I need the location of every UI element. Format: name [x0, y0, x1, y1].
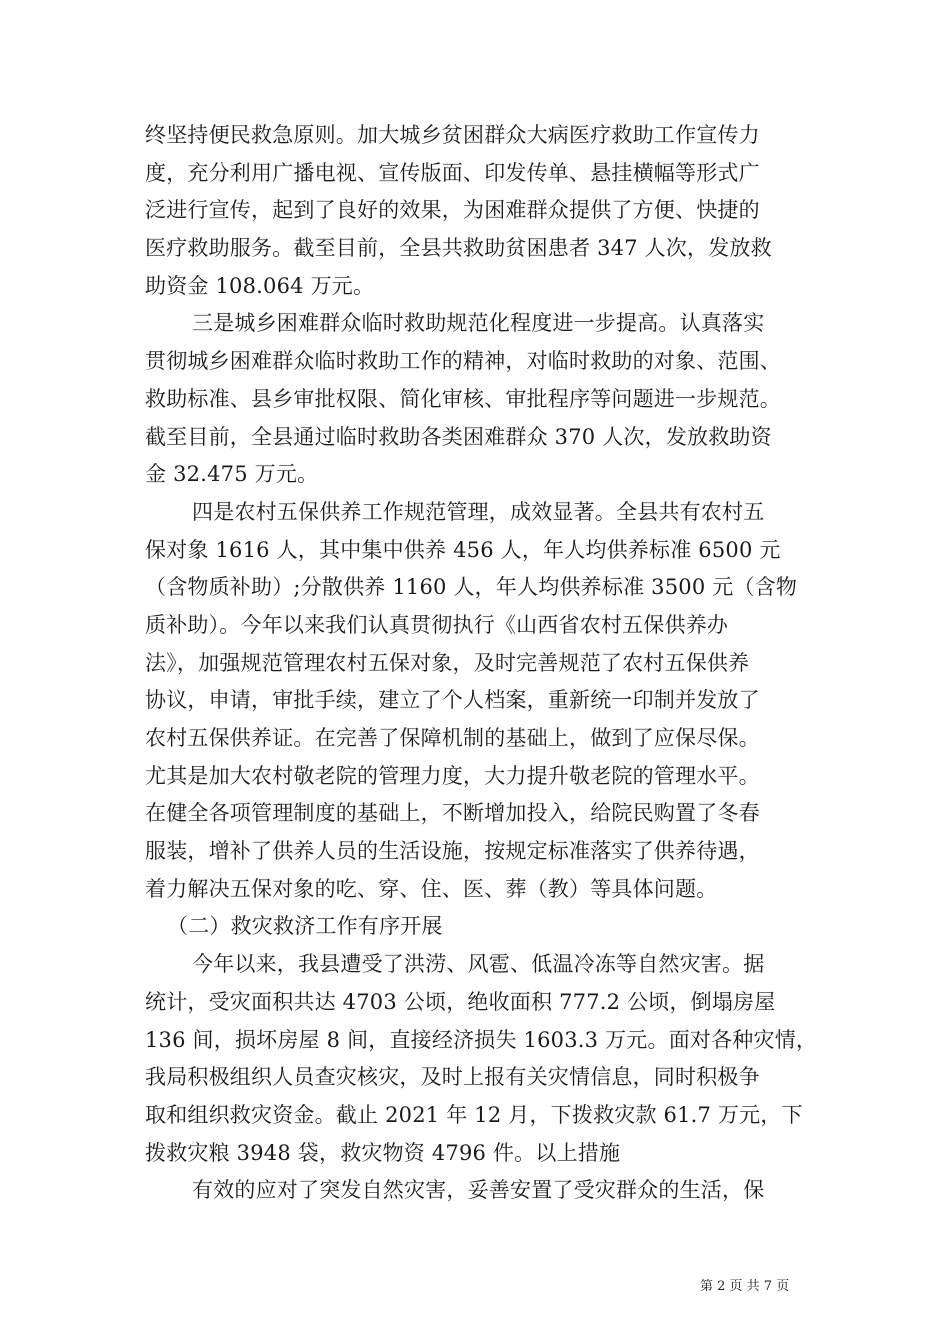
text-line: 农村五保供养证。在完善了保障机制的基础上，做到了应保尽保。	[145, 726, 760, 750]
document-body	[145, 117, 825, 1210]
text-line: 协议，申请，审批手续，建立了个人档案，重新统一印制并发放了	[145, 688, 760, 713]
text-line: 统计，受灾面积共达 4703 公顷，绝收面积 777.2 公顷，倒塌房屋	[145, 989, 776, 1014]
text-line: 136 间，损坏房屋 8 间，直接经济损失 1603.3 万元。面对各种灾情，	[145, 1027, 818, 1052]
text-line: 取和组织救灾资金。截止 2021 年 12 月，下拨救灾款 61.7 万元，下	[145, 1102, 803, 1127]
text-line: 拨救灾粮 3948 袋，救灾物资 4796 件。以上措施	[145, 1140, 621, 1165]
text-line: 贯彻城乡困难群众临时救助工作的精神，对临时救助的对象、范围、	[145, 349, 781, 374]
text-line: 今年以来，我县遭受了洪涝、风雹、低温冷冻等自然灾害。据	[192, 952, 765, 977]
text-line: 医疗救助服务。截至目前，全县共救助贫困患者 347 人次，发放救	[145, 236, 772, 261]
text-line: 质补助）。今年以来我们认真贯彻执行《山西省农村五保供养办	[145, 612, 729, 637]
text-line: 在健全各项管理制度的基础上，不断增加投入，给院民购置了冬春	[145, 801, 760, 826]
text-line: 保对象 1616 人，其中集中供养 456 人，年人均供养标准 6500 元	[145, 537, 781, 562]
text-line: 有效的应对了突发自然灾害，妥善安置了受灾群众的生活，保	[192, 1178, 765, 1203]
text-line: 助资金 108.064 万元。	[145, 273, 375, 298]
text-line: 尤其是加大农村敬老院的管理力度，大力提升敬老院的管理水平。	[145, 763, 760, 788]
page-number-footer: 第 2 页 共 7 页	[700, 1279, 790, 1294]
text-line: 着力解决五保对象的吃、穿、住、医、葬（教）等具体问题。	[145, 876, 718, 901]
text-line: 我局积极组织人员查灾核灾，及时上报有关灾情信息，同时积极争	[145, 1065, 760, 1090]
text-line: 截至目前，全县通过临时救助各类困难群众 370 人次，发放救助资	[145, 424, 772, 449]
section-heading: （二）救灾救济工作有序开展	[167, 914, 443, 939]
text-line: 金 32.475 万元。	[145, 462, 319, 487]
text-line: 四是农村五保供养工作规范管理，成效显著。全县共有农村五	[192, 499, 765, 524]
text-line: 度，充分利用广播电视、宣传版面、印发传单、悬挂横幅等形式广	[145, 160, 760, 185]
text-line: 服装，增补了供养人员的生活设施，按规定标准落实了供养待遇，	[145, 839, 760, 864]
text-line: 泛进行宣传，起到了良好的效果，为困难群众提供了方便、快捷的	[145, 198, 760, 223]
text-line: 救助标准、县乡审批权限、简化审核、审批程序等问题进一步规范。	[145, 386, 781, 411]
text-line: 法》，加强规范管理农村五保对象，及时完善规范了农村五保供养	[145, 650, 750, 675]
text-line: 三是城乡困难群众临时救助规范化程度进一步提高。认真落实	[192, 311, 765, 336]
text-line: 终坚持便民救急原则。加大城乡贫困群众大病医疗救助工作宣传力	[145, 123, 760, 147]
text-line: （含物质补助）;分散供养 1160 人，年人均供养标准 3500 元（含物	[145, 575, 798, 600]
